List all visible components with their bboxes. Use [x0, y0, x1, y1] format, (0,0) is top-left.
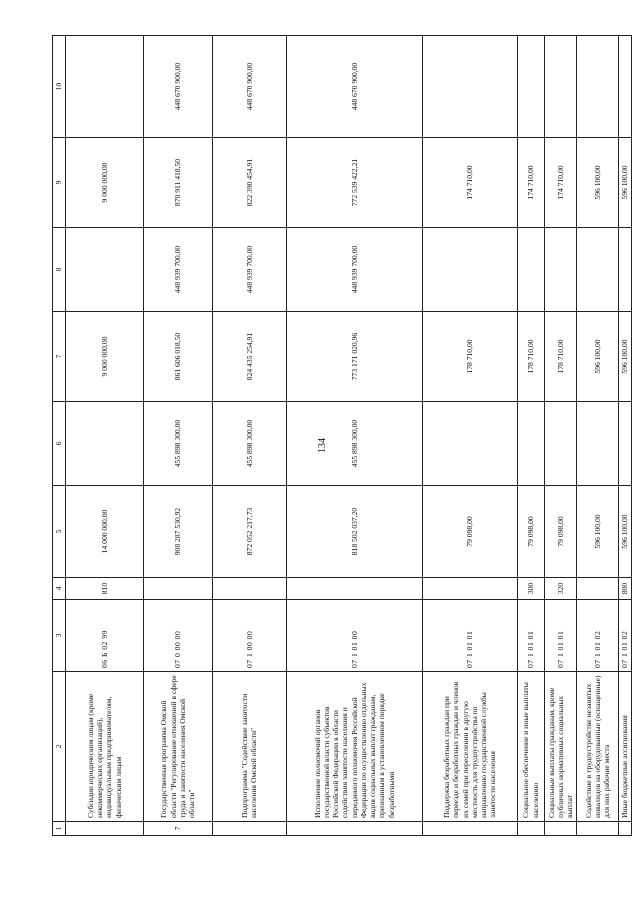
row-value-9: 9 000 000,00 [66, 138, 144, 228]
row-code: 06 Б 02 99 [66, 600, 144, 672]
row-value-6 [423, 402, 518, 486]
row-value-7: 824 435 254,91 [213, 312, 287, 402]
row-value-10: 448 670 900,00 [143, 36, 212, 138]
row-value-10 [517, 36, 544, 138]
table-row [286, 36, 423, 836]
table-row [66, 36, 144, 836]
row-code: 07 1 01 02 [619, 600, 632, 672]
header-cell: 3 [53, 600, 66, 672]
row-index [213, 822, 287, 836]
row-index: 7 [143, 822, 212, 836]
row-value-5: 818 502 037,20 [286, 486, 423, 578]
row-value-8 [517, 228, 544, 312]
row-value-9: 772 539 422,21 [286, 138, 423, 228]
header-cell: 8 [53, 228, 66, 312]
header-cell: 4 [53, 578, 66, 600]
row-vr [286, 578, 423, 600]
row-value-5: 872 052 217,73 [213, 486, 287, 578]
row-value-7: 861 606 018,50 [143, 312, 212, 402]
row-value-6 [577, 402, 619, 486]
row-code: 07 1 01 01 [517, 600, 544, 672]
table-row [213, 36, 287, 836]
row-value-6 [517, 402, 544, 486]
row-value-6: 455 898 300,00 [286, 402, 423, 486]
row-index [423, 822, 518, 836]
row-index [544, 822, 576, 836]
row-value-10 [544, 36, 576, 138]
row-name: Поддержка безработных граждан при переезде и безработных граждан и членов их семей при переселении в другую местность для трудоустройства по направлению государственной службы занятости населения [423, 672, 518, 822]
row-value-8: 448 939 700,00 [286, 228, 423, 312]
row-name: Государственная программа Омской области "Регулирование отношений в сфере труда и занятости населения Омской области" [143, 672, 212, 822]
row-vr [423, 578, 518, 600]
row-index [286, 822, 423, 836]
row-value-5: 79 098,00 [517, 486, 544, 578]
row-value-7: 178 710,00 [423, 312, 518, 402]
row-value-8 [619, 228, 632, 312]
row-name: Иные бюджетные ассигнования [619, 672, 632, 822]
row-name: Содействие в трудоустройстве незанятых инвалидов на оборудованные (оснащенные) для них рабочие места [577, 672, 619, 822]
row-code: 07 1 01 02 [577, 600, 619, 672]
row-value-6 [66, 402, 144, 486]
table-row [423, 36, 518, 836]
header-cell: 1 [53, 822, 66, 836]
row-value-10 [577, 36, 619, 138]
row-name: Исполнение полномочий органов государственной власти субъектов Российской Федерации в области содействия занятости населения и переданного полномочия Российской Федерации по осуществлению отдельных видов социальных выплат гражданам, признанным в установленном порядке безработными [286, 672, 423, 822]
row-code: 07 1 00 00 [213, 600, 287, 672]
row-value-8 [423, 228, 518, 312]
table-row [577, 36, 619, 836]
row-name: Подпрограмма "Содействие занятости населения Омской области" [213, 672, 287, 822]
row-value-10 [423, 36, 518, 138]
budget-table [52, 35, 632, 836]
row-value-7: 773 171 020,96 [286, 312, 423, 402]
row-value-10: 448 670 900,00 [213, 36, 287, 138]
row-value-6: 455 898 300,00 [143, 402, 212, 486]
header-cell: 6 [53, 402, 66, 486]
row-value-10: 448 670 900,00 [286, 36, 423, 138]
row-vr: 810 [66, 578, 144, 600]
row-value-6 [619, 402, 632, 486]
row-code: 07 1 01 01 [544, 600, 576, 672]
row-vr [577, 578, 619, 600]
rotated-table-wrapper [52, 36, 632, 836]
page-number: 134 [317, 438, 328, 453]
row-vr: 300 [517, 578, 544, 600]
row-value-8 [66, 228, 144, 312]
row-value-5: 79 098,00 [423, 486, 518, 578]
header-cell: 5 [53, 486, 66, 578]
row-vr: 320 [544, 578, 576, 600]
row-index [66, 822, 144, 836]
row-value-5: 14 000 000,00 [66, 486, 144, 578]
row-value-7: 596 100,00 [577, 312, 619, 402]
row-value-10 [619, 36, 632, 138]
row-code: 07 0 00 00 [143, 600, 212, 672]
row-value-9: 174 710,00 [423, 138, 518, 228]
row-vr: 800 [619, 578, 632, 600]
header-cell: 10 [53, 36, 66, 138]
row-value-7: 596 100,00 [619, 312, 632, 402]
row-value-9: 596 100,00 [619, 138, 632, 228]
row-value-7: 178 710,00 [517, 312, 544, 402]
row-code: 07 1 01 01 [423, 600, 518, 672]
row-value-5: 596 100,00 [619, 486, 632, 578]
row-value-7: 9 000 000,00 [66, 312, 144, 402]
row-value-6: 455 898 300,00 [213, 402, 287, 486]
row-code: 07 1 01 00 [286, 600, 423, 672]
row-value-9: 174 710,00 [517, 138, 544, 228]
row-value-7: 178 710,00 [544, 312, 576, 402]
row-name: Субсидии юридическим лицам (кроме некоммерческих организаций), индивидуальным предпринимателям, физическим лицам [66, 672, 144, 822]
row-value-6 [544, 402, 576, 486]
row-value-9: 174 710,00 [544, 138, 576, 228]
table-row [517, 36, 544, 836]
row-value-8 [544, 228, 576, 312]
table-row [143, 36, 212, 836]
row-value-5: 79 098,00 [544, 486, 576, 578]
row-value-5: 908 287 530,92 [143, 486, 212, 578]
row-value-9: 870 911 418,50 [143, 138, 212, 228]
header-cell: 9 [53, 138, 66, 228]
row-value-5: 596 100,00 [577, 486, 619, 578]
row-index [619, 822, 632, 836]
row-vr [143, 578, 212, 600]
header-row [53, 36, 66, 836]
row-index [517, 822, 544, 836]
row-value-8 [577, 228, 619, 312]
table-row [619, 36, 632, 836]
table-row [544, 36, 576, 836]
row-value-9: 822 390 454,91 [213, 138, 287, 228]
header-cell: 7 [53, 312, 66, 402]
header-cell: 2 [53, 672, 66, 822]
row-value-8: 448 939 700,00 [213, 228, 287, 312]
row-vr [213, 578, 287, 600]
row-value-8: 448 939 700,00 [143, 228, 212, 312]
row-name: Социальные выплаты гражданам, кроме публичных нормативных социальных выплат [544, 672, 576, 822]
row-value-9: 596 100,00 [577, 138, 619, 228]
row-value-10 [66, 36, 144, 138]
row-index [577, 822, 619, 836]
row-name: Социальное обеспечение и иные выплаты населению [517, 672, 544, 822]
